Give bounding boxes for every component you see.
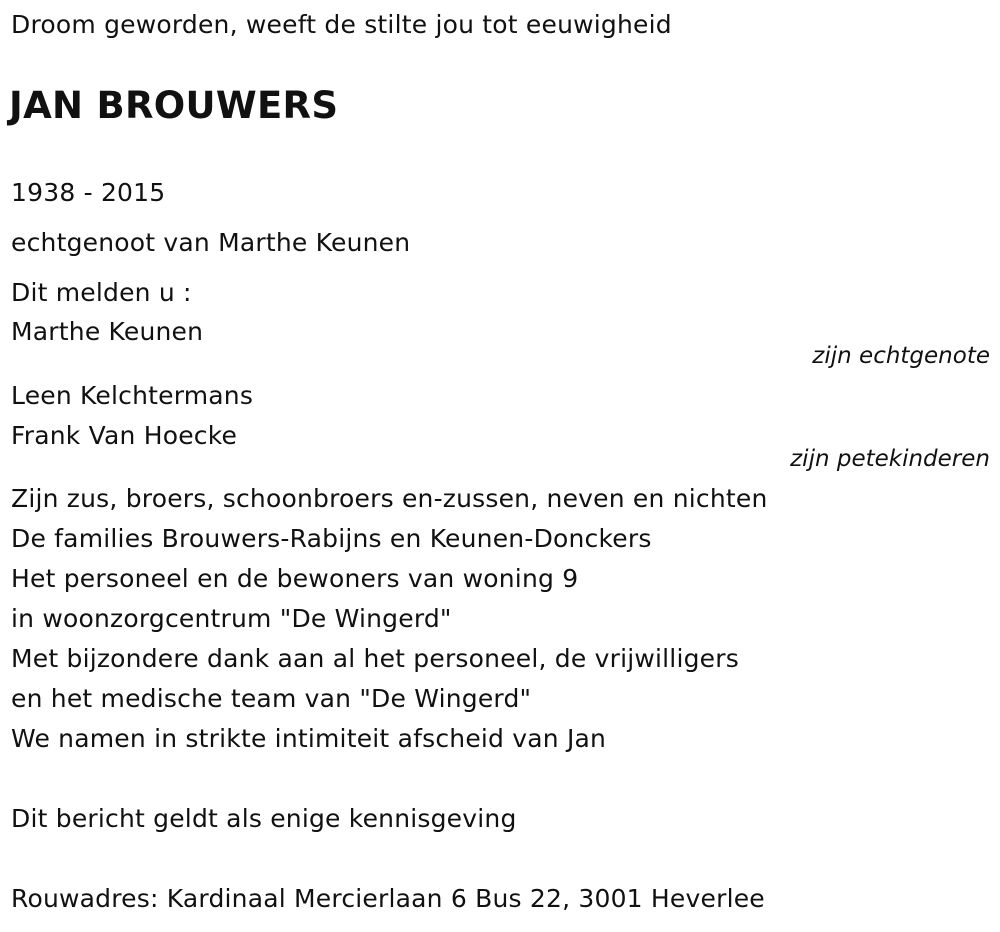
family-line: De families Brouwers-Rabijns en Keunen-Donckers bbox=[11, 524, 652, 553]
family-line: We namen in strikte intimiteit afscheid van Jan bbox=[11, 724, 607, 753]
address-line: Rouwadres: Kardinaal Mercierlaan 6 Bus 22, 3001 Heverlee bbox=[11, 884, 765, 913]
family-line: Het personeel en de bewoners van woning 9 bbox=[11, 564, 579, 593]
godchild-name: Leen Kelchtermans bbox=[11, 381, 254, 410]
godchildren-role: zijn petekinderen bbox=[790, 446, 990, 472]
motto: Droom geworden, weeft de stilte jou tot eeuwigheid bbox=[11, 10, 672, 39]
family-line: in woonzorgcentrum "De Wingerd" bbox=[11, 604, 452, 633]
spouse-line: echtgenoot van Marthe Keunen bbox=[11, 228, 411, 257]
announce-intro: Dit melden u : bbox=[11, 278, 192, 307]
godchild-name: Frank Van Hoecke bbox=[11, 421, 238, 450]
deceased-name: JAN BROUWERS bbox=[9, 84, 339, 127]
family-line: Zijn zus, broers, schoonbroers en-zussen, neven en nichten bbox=[11, 484, 768, 513]
family-line: Met bijzondere dank aan al het personeel, de vrijwilligers bbox=[11, 644, 739, 673]
family-line: en het medische team van "De Wingerd" bbox=[11, 684, 532, 713]
spouse-role: zijn echtgenote bbox=[812, 343, 990, 369]
life-years: 1938 - 2015 bbox=[11, 178, 166, 207]
spouse-name: Marthe Keunen bbox=[11, 317, 204, 346]
notice-line: Dit bericht geldt als enige kennisgeving bbox=[11, 804, 517, 833]
